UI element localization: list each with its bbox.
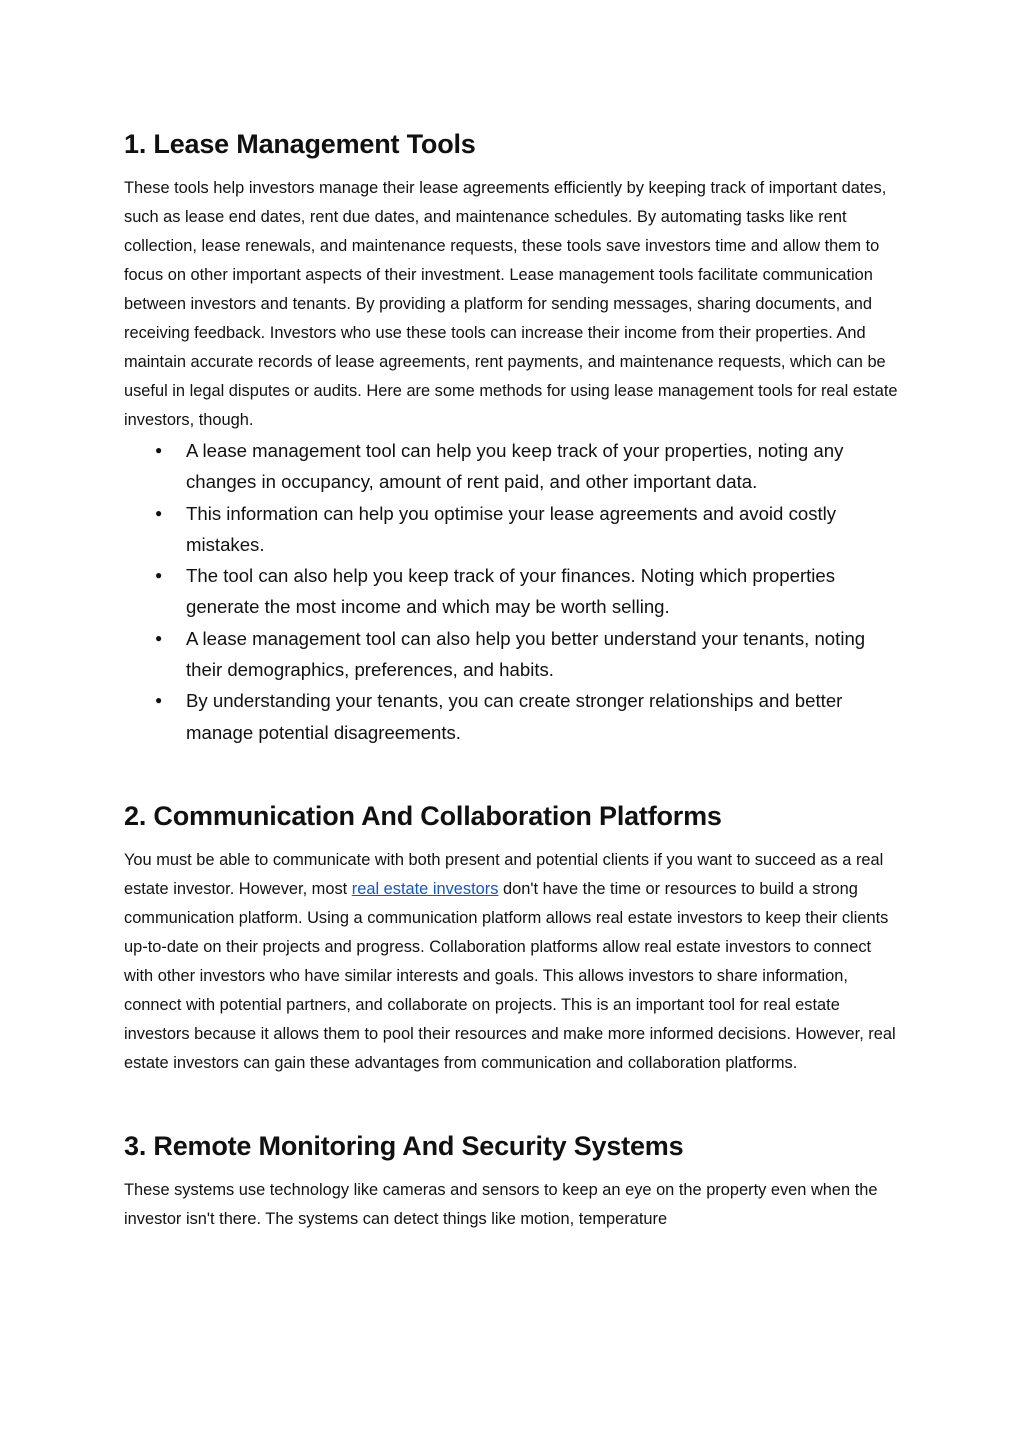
section-paragraph: These systems use technology like cameras and sensors to keep an eye on the property even when the investor isn't there. The systems can detect things like motion, temperature <box>124 1180 878 1228</box>
list-item-text: This information can help you optimise your lease agreements and avoid costly mistakes. <box>186 502 837 555</box>
list-item <box>155 560 902 623</box>
paragraph-text-before-link: You must be able to communicate with both present and potential clients if you want to succeed as a real estate investor. However, most <box>124 850 884 898</box>
document-page <box>124 126 902 1234</box>
paragraph-text-after-link: don't have the time or resources to build a strong communication platform. Using a communication platform allows real estate investors to keep their clients up-to-date on their projects and progress. Collaboration platforms allow real estate investors to connect with other investors who have similar interests and goals. This allows investors to share information, connect with potential partners, and collaborate on projects. This is an important tool for real estate investors because it allows them to pool their resources and make more informed decisions. However, real estate investors can gain these advantages from communication and collaboration platforms. <box>124 879 896 1072</box>
section-heading: 2. Communication And Collaboration Platforms <box>124 800 722 831</box>
list-item-text: The tool can also help you keep track of your finances. Noting which properties generate the most income and which may be worth selling. <box>186 565 836 618</box>
list-item <box>155 623 902 686</box>
section-communication-platforms <box>124 798 902 1078</box>
list-item <box>155 685 902 748</box>
list-item-text: A lease management tool can also help you better understand your tenants, noting their demographics, preferences, and habits. <box>186 627 866 681</box>
list-item <box>155 435 902 498</box>
real-estate-investors-link[interactable]: real estate investors <box>351 879 499 898</box>
list-item-text: By understanding your tenants, you can create stronger relationships and better manage potential disagreements. <box>186 690 843 743</box>
list-item-text: A lease management tool can help you keep track of your properties, noting any changes in occupancy, amount of rent paid, and other important data. <box>186 440 844 493</box>
section-remote-monitoring <box>124 1128 902 1234</box>
bullet-icon: ● <box>155 693 163 708</box>
bullet-icon: ● <box>155 630 163 645</box>
bullet-icon: ● <box>155 443 163 457</box>
list-item <box>155 498 902 561</box>
section-paragraph: These tools help investors manage their lease agreements efficiently by keeping track of important dates, such as lease end dates, rent due dates, and maintenance schedules. By automating tasks like rent collection, lease renewals, and maintenance requests, these tools save investors time and allow them to focus on other important aspects of their investment. Lease management tools facilitate communication between investors and tenants. By providing a platform for sending messages, sharing documents, and receiving feedback. Investors who use these tools can increase their income from their properties. And maintain accurate records of lease agreements, rent payments, and maintenance requests, which can be useful in legal disputes or audits. Here are some methods for using lease management tools for real estate investors, though. <box>124 179 898 429</box>
bullet-icon: ● <box>155 505 163 520</box>
section-heading: 1. Lease Management Tools <box>124 129 476 159</box>
section-lease-management-tools <box>124 126 902 748</box>
section-heading: 3. Remote Monitoring And Security Systems <box>124 1130 684 1161</box>
section-paragraph <box>124 846 902 1078</box>
bullet-list <box>124 435 902 748</box>
bullet-icon: ● <box>155 568 163 583</box>
